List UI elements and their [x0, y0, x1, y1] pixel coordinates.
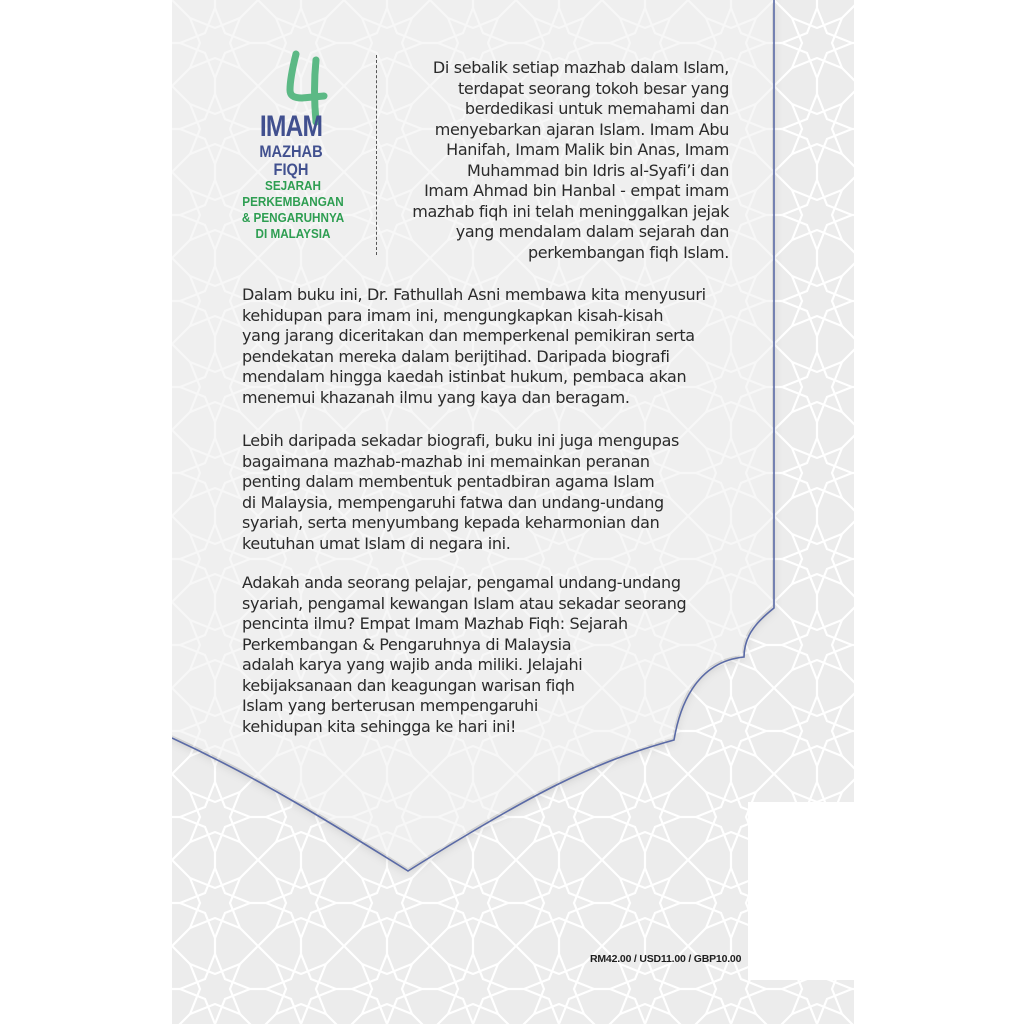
logo-title: IMAM — [259, 110, 323, 143]
logo-tagline-line: PERKEMBANGAN — [242, 194, 344, 209]
body-paragraph-2: Lebih daripada sekadar biografi, buku ini juga mengupas bagaimana mazhab-mazhab ini memainkan peranan penting dalam membentuk pentadbiran agama Islam di Malaysia, mempengaruhi fatwa dan undang-undang syariah, serta menyumbang kepada keharmonian dan keutuhan umat Islam di negara ini. — [242, 431, 680, 553]
book-title-logo — [236, 50, 372, 250]
logo-tagline-line: DI MALAYSIA — [255, 226, 331, 241]
logo-tagline-line: SEJARAH — [265, 178, 321, 193]
price-label: RM42.00 / USD11.00 / GBP10.00 — [590, 953, 742, 965]
body-paragraph-1: Dalam buku ini, Dr. Fathullah Asni membawa kita menyusuri kehidupan para imam ini, mengungkapkan kisah-kisah yang jarang diceritakan dan memperkenal pemikiran serta pendekatan mereka dalam berijtihad. Daripada biografi mendalam hingga kaedah istinbat hukum, pembaca akan menemui khazanah ilmu yang kaya dan beragam. — [242, 285, 706, 407]
logo-tagline — [233, 178, 354, 242]
logo-tagline-line: & PENGARUHNYA — [241, 210, 345, 225]
dashed-divider — [376, 55, 377, 255]
intro-paragraph: Di sebalik setiap mazhab dalam Islam, terdapat seorang tokoh besar yang berdedikasi untuk memahami dan menyebarkan ajaran Islam. Imam Abu Hanifah, Imam Malik bin Anas, Imam Muhammad bin Idris al-Syafi’i dan Imam Ahmad bin Hanbal - empat imam mazhab fiqh ini telah meninggalkan jejak yang mendalam dalam sejarah dan perkembangan fiqh Islam. — [412, 58, 729, 262]
body-paragraph-3: Adakah anda seorang pelajar, pengamal undang-undang syariah, pengamal kewangan Islam atau sekadar seorang pencinta ilmu? Empat Imam Mazhab Fiqh: Sejarah Perkembangan & Pengaruhnya di Malaysia adalah karya yang wajib anda miliki. Jelajahi kebijaksanaan dan keagungan warisan fiqh Islam yang berterusan mempengaruhi kehidupan kita sehingga ke hari ini! — [242, 573, 687, 736]
logo-subtitle: MAZHAB FIQH — [259, 142, 323, 179]
